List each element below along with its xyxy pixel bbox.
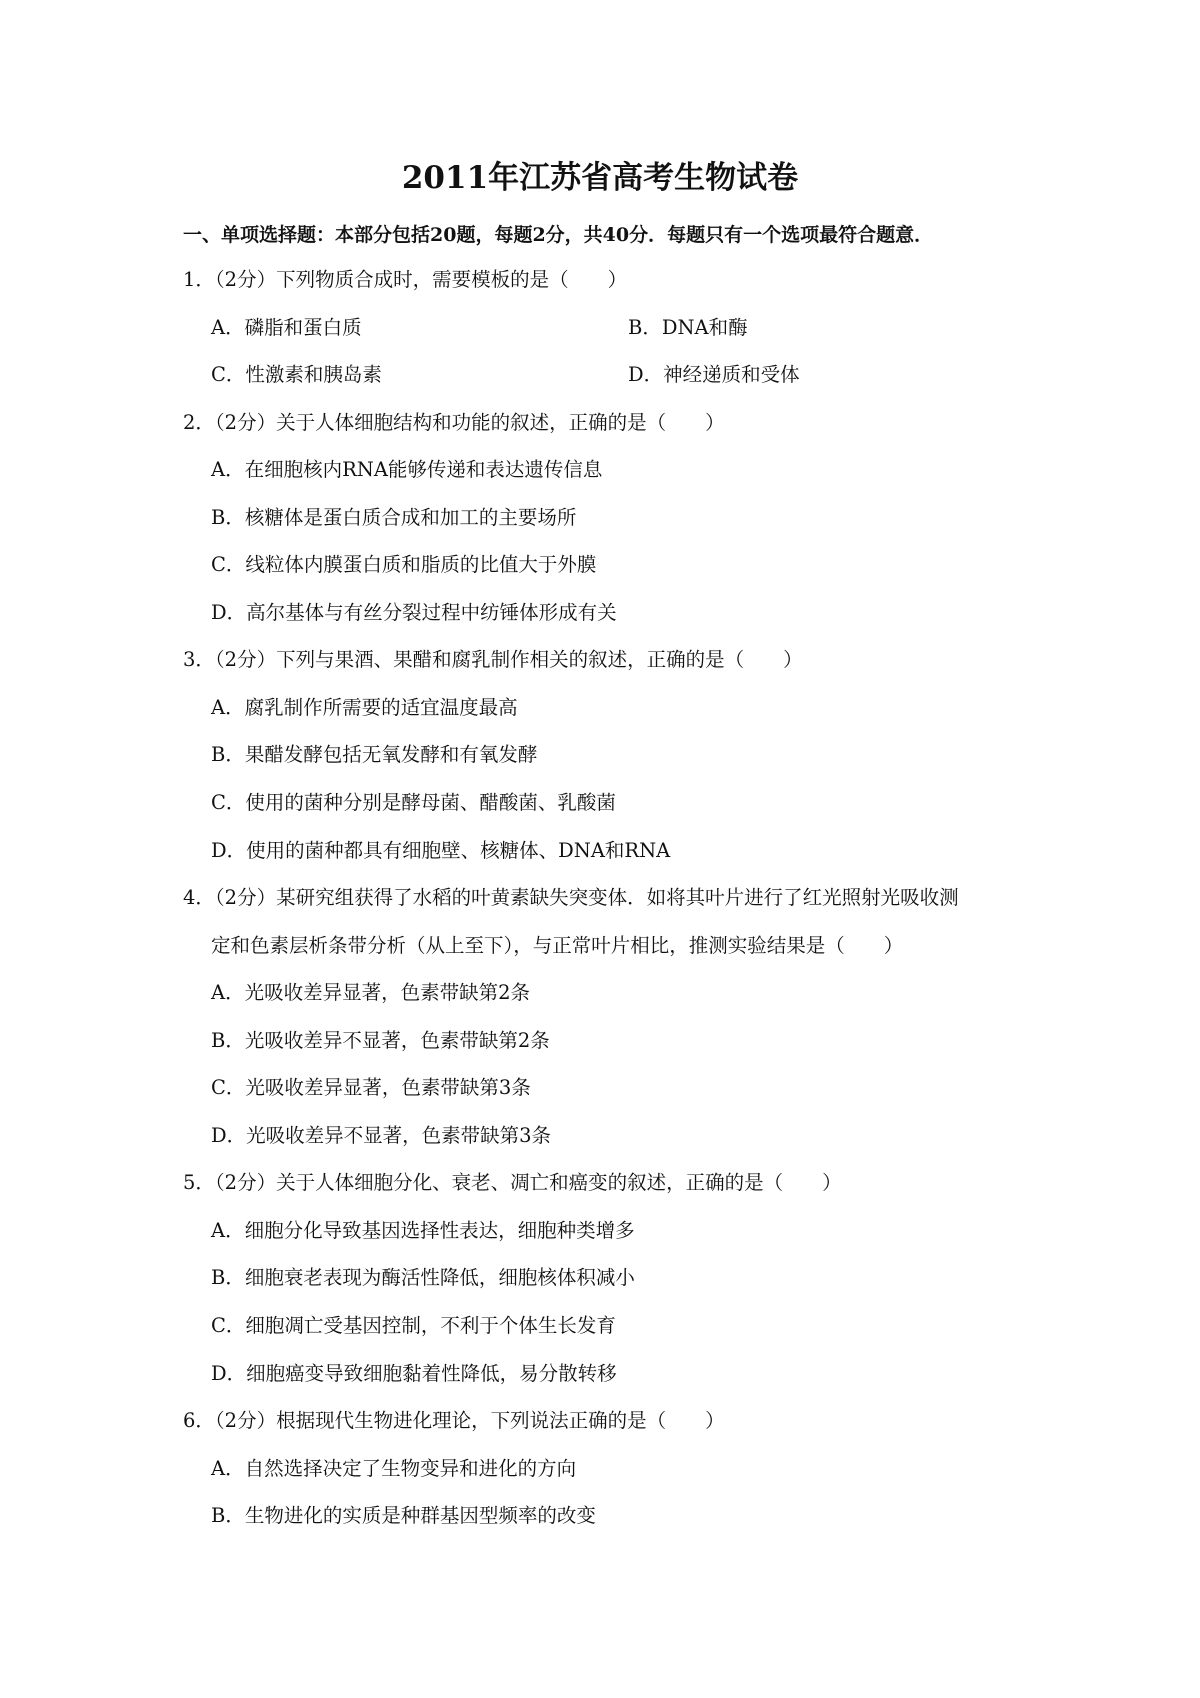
question-1-option-a: A．磷脂和蛋白质	[211, 315, 362, 339]
question-4-stem-continued: 定和色素层析条带分析（从上至下），与正常叶片相比，推测实验结果是（ ）	[211, 933, 904, 957]
question-1-options-row-1	[0, 313, 1200, 361]
question-5-option-b: B．细胞衰老表现为酶活性降低，细胞核体积减小	[211, 1266, 635, 1290]
question-6-stem: 6．（2分）根据现代生物进化理论，下列说法正确的是（ ）	[183, 1409, 725, 1433]
question-2-option-a: A．在细胞核内RNA能够传递和表达遗传信息	[211, 458, 603, 482]
question-6-option-b: B．生物进化的实质是种群基因型频率的改变	[211, 1504, 596, 1528]
question-2-stem: 2．（2分）关于人体细胞结构和功能的叙述，正确的是（ ）	[183, 410, 725, 434]
question-5-stem: 5．（2分）关于人体细胞分化、衰老、凋亡和癌变的叙述，正确的是（ ）	[183, 1171, 842, 1195]
question-4-option-b: B．光吸收差异不显著，色素带缺第2条	[211, 1028, 550, 1052]
question-3-option-c: C．使用的菌种分别是酵母菌、醋酸菌、乳酸菌	[211, 791, 616, 815]
question-1-option-b: B．DNA和酶	[628, 315, 748, 339]
question-1-option-d: D．神经递质和受体	[628, 363, 800, 387]
question-3-stem: 3．（2分）下列与果酒、果醋和腐乳制作相关的叙述，正确的是（ ）	[183, 648, 803, 672]
question-2-option-c: C．线粒体内膜蛋白质和脂质的比值大于外膜	[211, 553, 597, 577]
question-list	[0, 265, 1200, 1549]
question-2-option-b: B．核糖体是蛋白质合成和加工的主要场所	[211, 505, 577, 529]
question-5-option-d: D．细胞癌变导致细胞黏着性降低，易分散转移	[211, 1361, 617, 1385]
question-4-stem: 4．（2分）某研究组获得了水稻的叶黄素缺失突变体．如将其叶片进行了红光照射光吸收测	[183, 886, 959, 910]
question-1-option-c: C．性激素和胰岛素	[211, 363, 382, 387]
question-1-options-row-2	[0, 360, 1200, 408]
question-2-option-d: D．高尔基体与有丝分裂过程中纺锤体形成有关	[211, 600, 617, 624]
question-4-option-d: D．光吸收差异不显著，色素带缺第3条	[211, 1123, 552, 1147]
question-4-option-c: C．光吸收差异显著，色素带缺第3条	[211, 1076, 531, 1100]
question-1-stem: 1．（2分）下列物质合成时，需要模板的是（ ）	[183, 268, 628, 291]
page-title: 2011年江苏省高考生物试卷	[401, 160, 799, 196]
question-3-option-a: A．腐乳制作所需要的适宜温度最高	[211, 695, 518, 719]
question-3-option-b: B．果醋发酵包括无氧发酵和有氧发酵	[211, 743, 538, 767]
question-5-option-a: A．细胞分化导致基因选择性表达，细胞种类增多	[211, 1218, 635, 1242]
section-heading: 一、单项选择题：本部分包括20题，每题2分，共40分．每题只有一个选项最符合题意．	[183, 224, 934, 246]
question-5-option-c: C．细胞凋亡受基因控制，不利于个体生长发育	[211, 1314, 616, 1338]
question-4-option-a: A．光吸收差异显著，色素带缺第2条	[211, 981, 530, 1005]
question-6-option-a: A．自然选择决定了生物变异和进化的方向	[211, 1456, 577, 1480]
question-3-option-d: D．使用的菌种都具有细胞壁、核糖体、DNA和RNA	[211, 838, 671, 862]
